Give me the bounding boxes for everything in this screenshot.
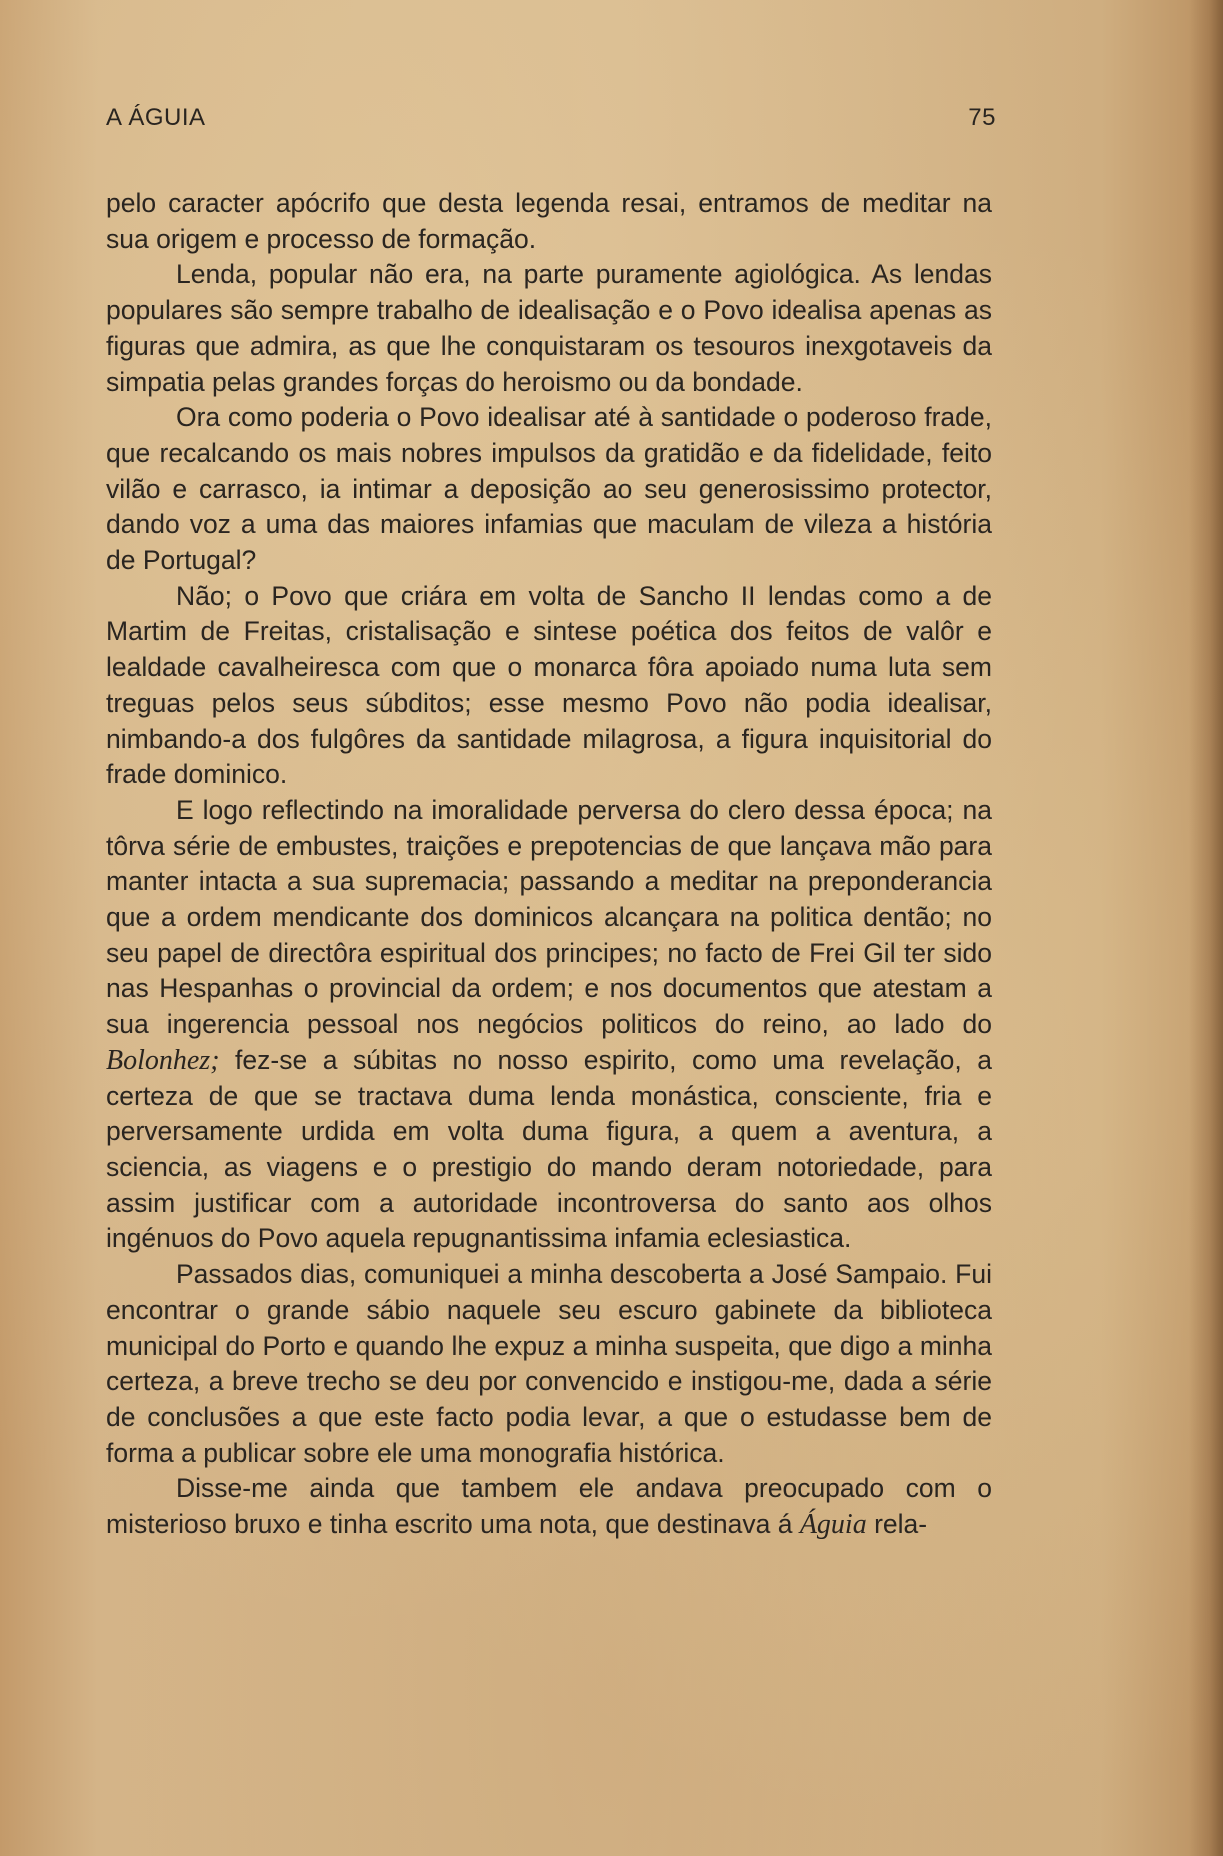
- paragraph: [106, 579, 992, 793]
- italic-journal-aguia: Águia: [799, 1509, 867, 1541]
- paragraph-text: Ora como poderia o Povo idealisar até à santidade o poderoso frade, que recalcando os mais nobres impulsos da gratidão e da fidelidade, feito vilão e carrasco, ia intimar a deposição ao seu generosissimo protector, dando voz a uma das maiores infamias que maculam de vileza a história de Portugal?: [106, 402, 992, 576]
- paragraph-text: Disse-me ainda que tambem ele andava preocupado com o misterioso bruxo e tinha escrito uma nota, que destinava á: [106, 1473, 992, 1540]
- paragraph: [106, 1471, 992, 1542]
- paragraph: [106, 186, 992, 257]
- italic-name-bolonhez: Bolonhez;: [106, 1044, 220, 1076]
- journal-title: A ÁGUIA: [106, 104, 206, 131]
- paragraph: [106, 257, 992, 400]
- body-text: [106, 186, 992, 1543]
- paragraph-text: rela-: [866, 1509, 928, 1540]
- paragraph-text: Passados dias, comuniquei a minha descoberta a José Sampaio. Fui encontrar o grande sábio naquele seu escuro gabinete da biblioteca municipal do Porto e quando lhe expuz a minha suspeita, que digo a minha certeza, a breve trecho se deu por convencido e instigou-me, dada a série de conclusões a que este facto podia levar, a que o estudasse bem de forma a publicar sobre ele uma monografia histórica.: [106, 1259, 992, 1468]
- running-head: [106, 104, 996, 140]
- paragraph: [106, 1257, 992, 1471]
- paragraph: [106, 400, 992, 579]
- page-number: 75: [968, 104, 996, 131]
- paragraph: [106, 793, 992, 1257]
- paragraph-text: Não; o Povo que criára em volta de Sancho II lendas como a de Martim de Freitas, cristalisação e sintese poética dos feitos de valôr e lealdade cavalheiresca com que o monarca fôra apoiado numa luta sem treguas pelos seus súbditos; esse mesmo Povo não podia idealisar, nimbando-a dos fulgôres da santidade milagrosa, a figura inquisitorial do frade dominico.: [106, 580, 992, 790]
- paragraph-text: E logo reflectindo na imoralidade perversa do clero dessa época; na tôrva série de embustes, traições e prepotencias de que lançava mão para manter intacta a sua supremacia; passando a meditar na preponderancia que a ordem mendicante dos dominicos alcançara na politica dentão; no seu papel de directôra espiritual dos principes; no facto de Frei Gil ter sido nas Hespanhas o provincial da ordem; e nos documentos que atestam a sua ingerencia pessoal nos negócios politicos do reino, ao lado do: [106, 794, 992, 1040]
- paragraph-text: Lenda, popular não era, na parte puramente agiológica. As lendas populares são sempre trabalho de idealisação e o Povo idealisa apenas as figuras que admira, as que lhe conquistaram os tesouros inexgotaveis da simpatia pelas grandes forças do heroismo ou da bondade.: [106, 259, 992, 397]
- paragraph-text: fez-se a súbitas no nosso espirito, como uma revelação, a certeza de que se tractava duma lenda monástica, consciente, fria e perversamente urdida em volta duma figura, a quem a aventura, a sciencia, as viagens e o prestigio do mando deram notoriedade, para assim justificar com a autoridade incontroversa do santo aos olhos ingénuos do Povo aquela repugnantissima infamia eclesiastica.: [106, 1044, 992, 1254]
- paragraph-text: pelo caracter apócrifo que desta legenda resai, entramos de meditar na sua origem e processo de formação.: [106, 188, 992, 254]
